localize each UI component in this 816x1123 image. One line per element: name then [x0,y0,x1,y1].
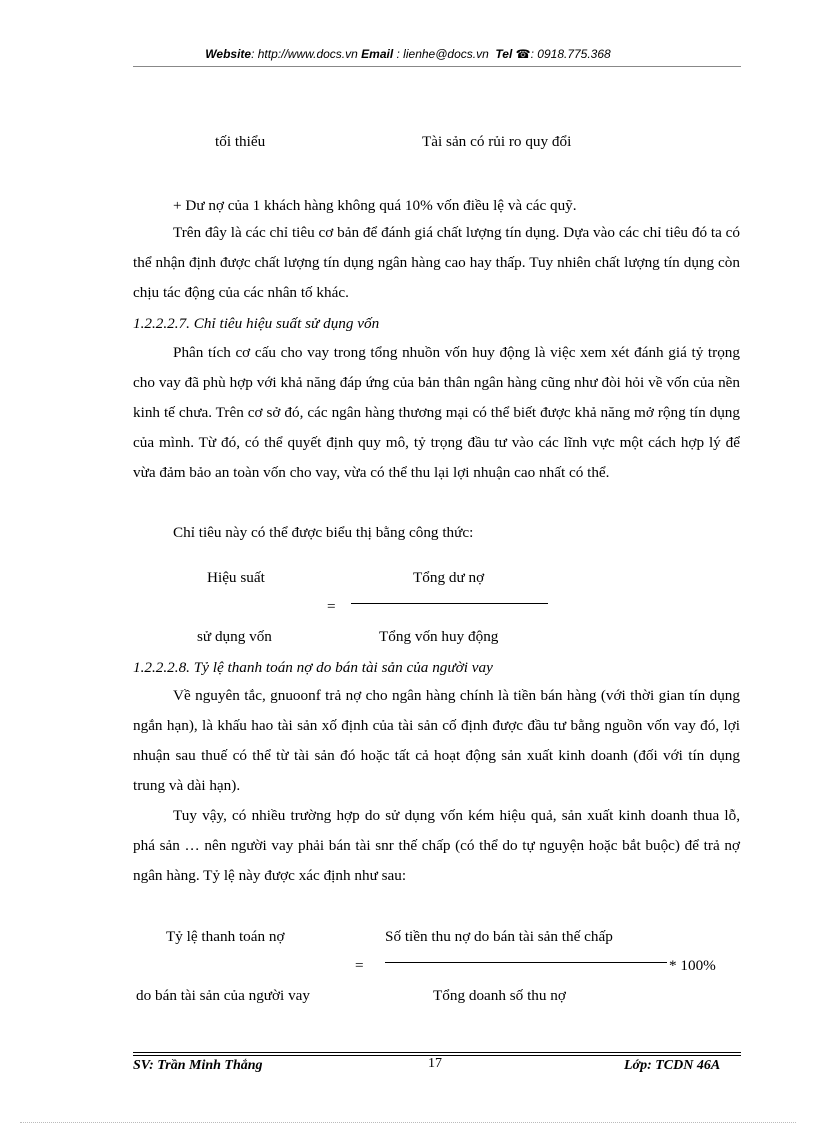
formula1-left-top: Hiệu suất [207,569,265,586]
formula0-left: tối thiểu [215,133,266,150]
paragraph-collateral-sale: Tuy vậy, có nhiều trường hợp do sử dụng vốn kém hiệu quả, sản xuất kinh doanh thua lỗ, phá sản … nên người vay phải bán tài snr thế chấp (có thể do tự nguyện hoặc bắt buộc) để trả nợ ngân hàng. Tỷ lệ này được xác định như sau: [133,807,740,884]
website-value: : http://www.docs.vn [251,47,358,61]
phone-icon: ☎ [515,47,531,61]
email-value: : lienhe@docs.vn [396,47,489,61]
paragraph-summary: Trên đây là các chỉ tiêu cơ bản để đánh giá chất lượng tín dụng. Dựa vào các chỉ tiêu đó ta có thể nhận định được chất lượng tín dụng ngân hàng cao hay thấp. Tuy nhiên chất lượng tín dụng còn chịu tác động của các nhân tố khác. [133,224,740,301]
paragraph-formula-intro: Chỉ tiêu này có thể được biểu thị bằng công thức: [173,524,474,541]
email-label: Email [361,47,394,61]
formula2-left-bottom: do bán tài sản của người vay [136,987,310,1004]
website-label: Website [205,47,252,61]
paragraph-principle: Về nguyên tắc, gnuoonf trả nợ cho ngân hàng chính là tiền bán hàng (với thời gian tín dụng ngắn hạn), là khấu hao tài sản xố định của tài sản cố định được đầu tư bằng nguồn vốn vay đó, lợi nhuận sau thuế có thể từ tài sản đó hoặc tất cả hoạt động sản xuất kinh doanh (đối với tín dụng trung và dài hạn). [133,687,740,794]
footer-student-name: SV: Trần Minh Thắng [133,1058,263,1073]
footer-class: Lớp: TCDN 46A [624,1058,721,1073]
page-number: 17 [428,1056,442,1071]
section-heading-2227: 1.2.2.2.7. Chỉ tiêu hiệu suất sử dụng vốn [133,315,380,332]
paragraph-debt-limit: + Dư nợ của 1 khách hàng không quá 10% vốn điều lệ và các quỹ. [173,197,577,214]
formula1-numerator: Tổng dư nợ [413,569,485,586]
section-heading-2228: 1.2.2.2.8. Tỷ lệ thanh toán nợ do bán tài sản của người vay [133,659,493,676]
formula2-left-top: Tỷ lệ thanh toán nợ [166,928,285,945]
formula2-multiplier: * 100% [669,957,716,974]
formula1-equals: = [327,598,336,615]
footer-divider-top [133,1052,741,1053]
tel-value: : 0918.775.368 [530,47,611,61]
formula1-left-bottom: sử dụng vốn [197,628,272,645]
formula0-right: Tài sản có rủi ro quy đổi [422,133,572,150]
formula2-numerator: Số tiền thu nợ do bán tài sản thế chấp [385,928,613,945]
formula1-denominator: Tổng vốn huy động [379,628,499,645]
tel-label: Tel [495,47,513,61]
header-divider [133,66,741,67]
formula2-denominator: Tổng doanh số thu nợ [433,987,566,1004]
formula1-fraction-bar [351,603,548,604]
formula2-equals: = [355,957,364,974]
formula2-fraction-bar [385,962,667,963]
page-header [0,47,816,61]
paragraph-loan-structure: Phân tích cơ cấu cho vay trong tổng nhuồn vốn huy động là việc xem xét đánh giá tỷ trọng cho vay đã phù hợp với khả năng đáp ứng của bản thân ngân hàng cũng như đòi hỏi về vốn của nền kinh tế chưa. Trên cơ sở đó, các ngân hàng thương mại có thể biết được khả năng mở rộng tín dụng của mình. Từ đó, có thể quyết định quy mô, tỷ trọng đầu tư vào các lĩnh vực một cách hợp lý để vừa đảm bảo an toàn vốn cho vay, vừa có thể thu lại lợi nhuận cao nhất có thể. [133,344,740,481]
